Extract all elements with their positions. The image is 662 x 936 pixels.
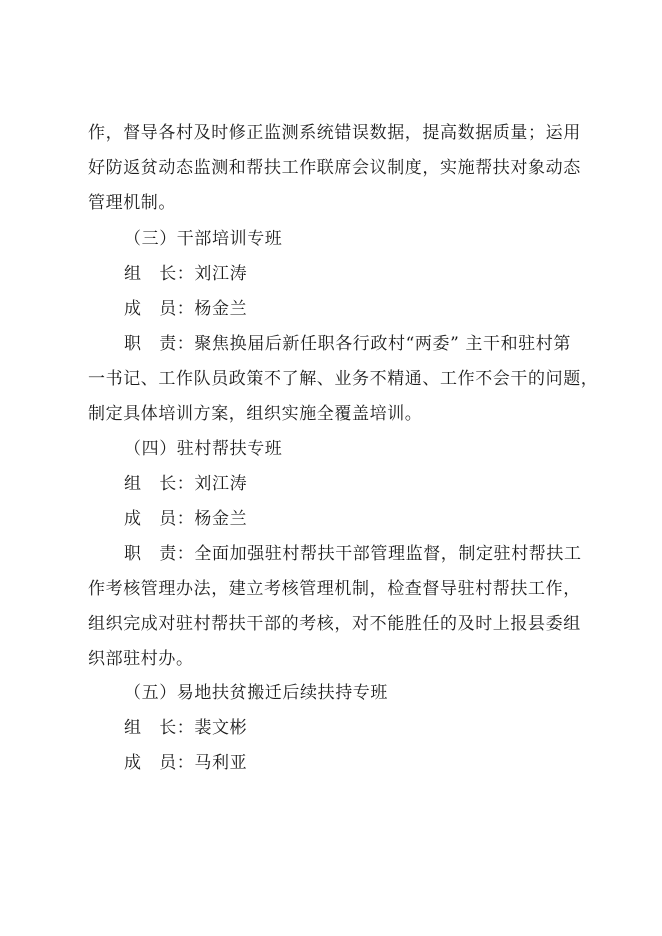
- duty-line: 一书记、工作队员政策不了解、业务不精通、工作不会干的问题，: [88, 369, 599, 389]
- section-heading: （三）干部培训专班: [124, 229, 283, 249]
- members-line: 成 员：马利亚: [124, 753, 248, 773]
- duty-line: 职 责：聚焦换届后新任职各行政村“两委” 主干和驻村第: [124, 334, 571, 354]
- paragraph-line: 作，督导各村及时修正监测系统错误数据，提高数据质量；运用: [88, 123, 581, 143]
- paragraph-line: 好防返贫动态监测和帮扶工作联席会议制度，实施帮扶对象动态: [88, 158, 581, 178]
- leader-line: 组 长：裴文彬: [124, 718, 248, 738]
- members-line: 成 员：杨金兰: [124, 509, 248, 529]
- duty-line: 职 责：全面加强驻村帮扶干部管理监督，制定驻村帮扶工: [124, 544, 582, 564]
- paragraph-line: 管理机制。: [88, 193, 176, 213]
- duty-line: 组织完成对驻村帮扶干部的考核，对不能胜任的及时上报县委组: [88, 614, 581, 634]
- section-heading: （五）易地扶贫搬迁后续扶持专班: [124, 683, 388, 703]
- duty-line: 制定具体培训方案，组织实施全覆盖培训。: [88, 404, 423, 424]
- duty-line: 作考核管理办法，建立考核管理机制，检查督导驻村帮扶工作，: [88, 579, 581, 599]
- duty-line: 织部驻村办。: [88, 649, 194, 669]
- section-heading: （四）驻村帮扶专班: [124, 439, 283, 459]
- leader-line: 组 长：刘江涛: [124, 474, 248, 494]
- members-line: 成 员：杨金兰: [124, 299, 248, 319]
- leader-line: 组 长：刘江涛: [124, 264, 248, 284]
